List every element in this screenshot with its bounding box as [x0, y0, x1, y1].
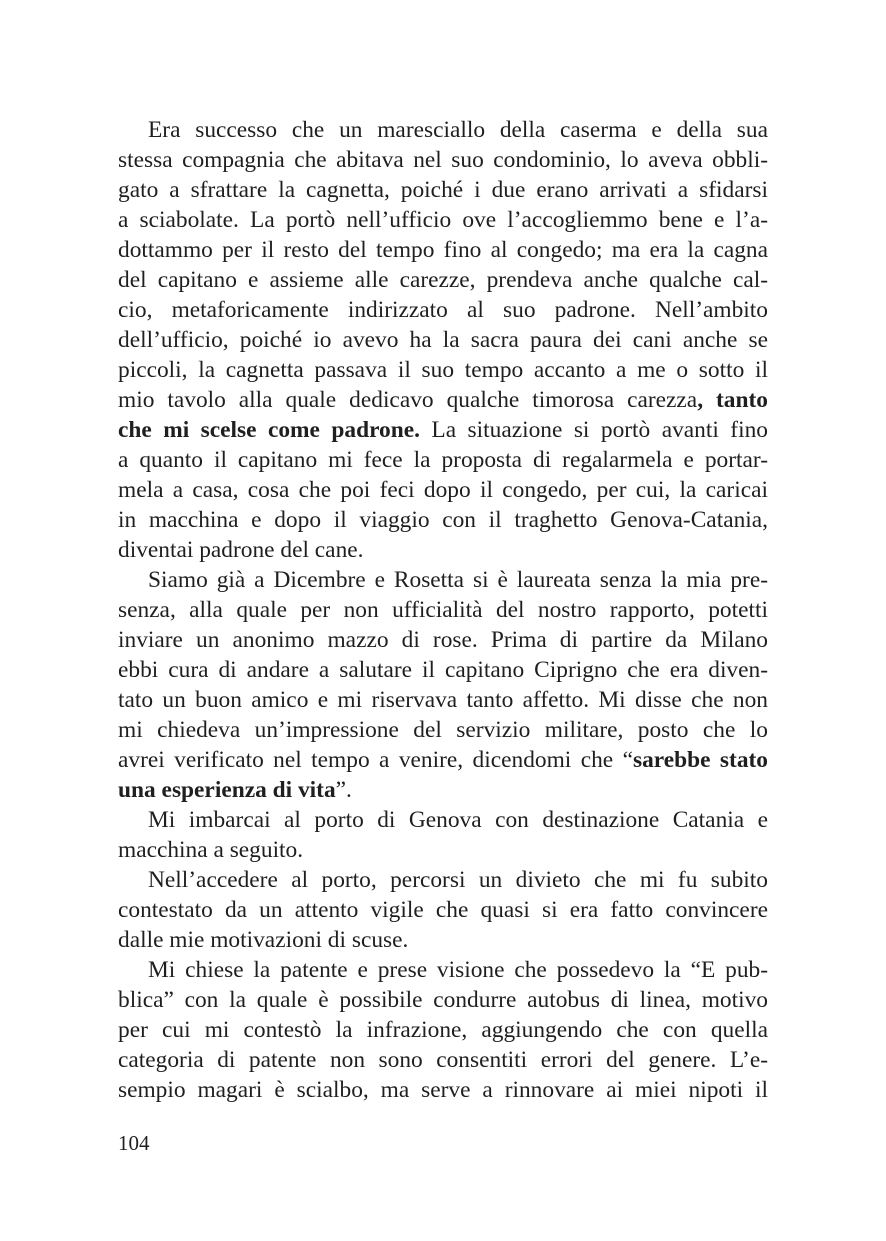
text-line	[118, 355, 768, 385]
paragraph	[118, 805, 768, 865]
text-line	[118, 865, 768, 895]
text-run: a sciabolate. La portò nell’ufficio ove l’accogliemmo bene e l’a-	[118, 207, 768, 233]
text-line	[118, 145, 768, 175]
text-line	[118, 415, 768, 445]
text-line	[118, 715, 768, 745]
text-run: tato un buon amico e mi riservava tanto affetto. Mi disse che non	[118, 687, 768, 713]
page-body	[118, 115, 768, 1105]
text-line	[118, 535, 768, 565]
text-run: ebbi cura di andare a salutare il capitano Ciprigno che era diven-	[118, 657, 768, 683]
text-run: categoria di patente non sono consentiti errori del genere. L’e-	[118, 1047, 768, 1073]
page-number: 104	[118, 1131, 150, 1155]
text-run: avrei verificato nel tempo a venire, dicendomi che “	[118, 747, 633, 773]
text-line	[118, 295, 768, 325]
text-line	[118, 625, 768, 655]
text-run: Mi chiese la patente e prese visione che possedevo la “E pub-	[148, 957, 768, 983]
text-line	[118, 805, 768, 835]
text-run: contestato da un attento vigile che quasi si era fatto convincere	[118, 897, 768, 923]
text-line	[118, 955, 768, 985]
paragraph	[118, 955, 768, 1105]
text-line	[118, 385, 768, 415]
text-line	[118, 595, 768, 625]
text-run: sempio magari è scialbo, ma serve a rinnovare ai miei nipoti il	[118, 1077, 768, 1103]
text-run: per cui mi contestò la infrazione, aggiungendo che con quella	[118, 1017, 768, 1043]
text-run: piccoli, la cagnetta passava il suo tempo accanto a me o sotto il	[118, 357, 768, 383]
text-line	[118, 835, 768, 865]
text-run: del capitano e assieme alle carezze, prendeva anche qualche cal-	[118, 267, 768, 293]
text-line	[118, 655, 768, 685]
text-run: senza, alla quale per non ufficialità del nostro rapporto, potetti	[118, 597, 768, 623]
text-line	[118, 175, 768, 205]
bold-text-run: una esperienza di vita	[118, 777, 336, 803]
text-run: mio tavolo alla quale dedicavo qualche timorosa carezza	[118, 387, 698, 413]
text-run: Siamo già a Dicembre e Rosetta si è laureata senza la mia pre-	[148, 567, 768, 593]
text-line	[118, 445, 768, 475]
bold-text-run: , tanto	[697, 387, 768, 413]
text-line	[118, 1045, 768, 1075]
text-run: diventai padrone del cane.	[118, 537, 364, 563]
text-run: mela a casa, cosa che poi feci dopo il congedo, per cui, la caricai	[118, 477, 768, 503]
bold-text-run: sarebbe stato	[632, 747, 768, 773]
text-line	[118, 265, 768, 295]
text-line	[118, 325, 768, 355]
text-line	[118, 115, 768, 145]
text-run: Nell’accedere al porto, percorsi un divieto che mi fu subito	[148, 867, 768, 893]
paragraph	[118, 565, 768, 805]
paragraph	[118, 115, 768, 565]
text-line	[118, 775, 768, 805]
paragraph	[118, 865, 768, 955]
text-line	[118, 745, 768, 775]
text-line	[118, 685, 768, 715]
text-run: dottammo per il resto del tempo fino al congedo; ma era la cagna	[118, 237, 768, 263]
text-line	[118, 1015, 768, 1045]
text-run: inviare un anonimo mazzo di rose. Prima di partire da Milano	[118, 627, 768, 653]
text-run: macchina a seguito.	[118, 837, 304, 863]
text-line	[118, 1075, 768, 1105]
text-line	[118, 205, 768, 235]
text-run: cio, metaforicamente indirizzato al suo padrone. Nell’ambito	[118, 297, 768, 323]
bold-text-run: che mi scelse come padrone.	[118, 417, 420, 443]
text-run: dell’ufficio, poiché io avevo ha la sacra paura dei cani anche se	[118, 327, 768, 353]
text-run: La situazione si portò avanti fino	[419, 417, 768, 443]
text-run: ”.	[335, 777, 352, 803]
text-line	[118, 475, 768, 505]
text-line	[118, 895, 768, 925]
text-run: a quanto il capitano mi fece la proposta di regalarmela e portar-	[118, 447, 768, 473]
text-line	[118, 235, 768, 265]
text-run: Era successo che un maresciallo della caserma e della sua	[148, 117, 768, 143]
text-run: gato a sfrattare la cagnetta, poiché i due erano arrivati a sfidarsi	[118, 177, 768, 203]
text-line	[118, 505, 768, 535]
text-run: stessa compagnia che abitava nel suo condominio, lo aveva obbli-	[118, 147, 768, 173]
text-line	[118, 925, 768, 955]
text-line	[118, 565, 768, 595]
text-run: in macchina e dopo il viaggio con il traghetto Genova-Catania,	[118, 507, 768, 533]
text-run: dalle mie motivazioni di scuse.	[118, 927, 409, 953]
text-line	[118, 985, 768, 1015]
text-run: mi chiedeva un’impressione del servizio militare, posto che lo	[118, 717, 768, 743]
text-run: blica” con la quale è possibile condurre autobus di linea, motivo	[118, 987, 768, 1013]
text-run: Mi imbarcai al porto di Genova con destinazione Catania e	[148, 807, 768, 833]
